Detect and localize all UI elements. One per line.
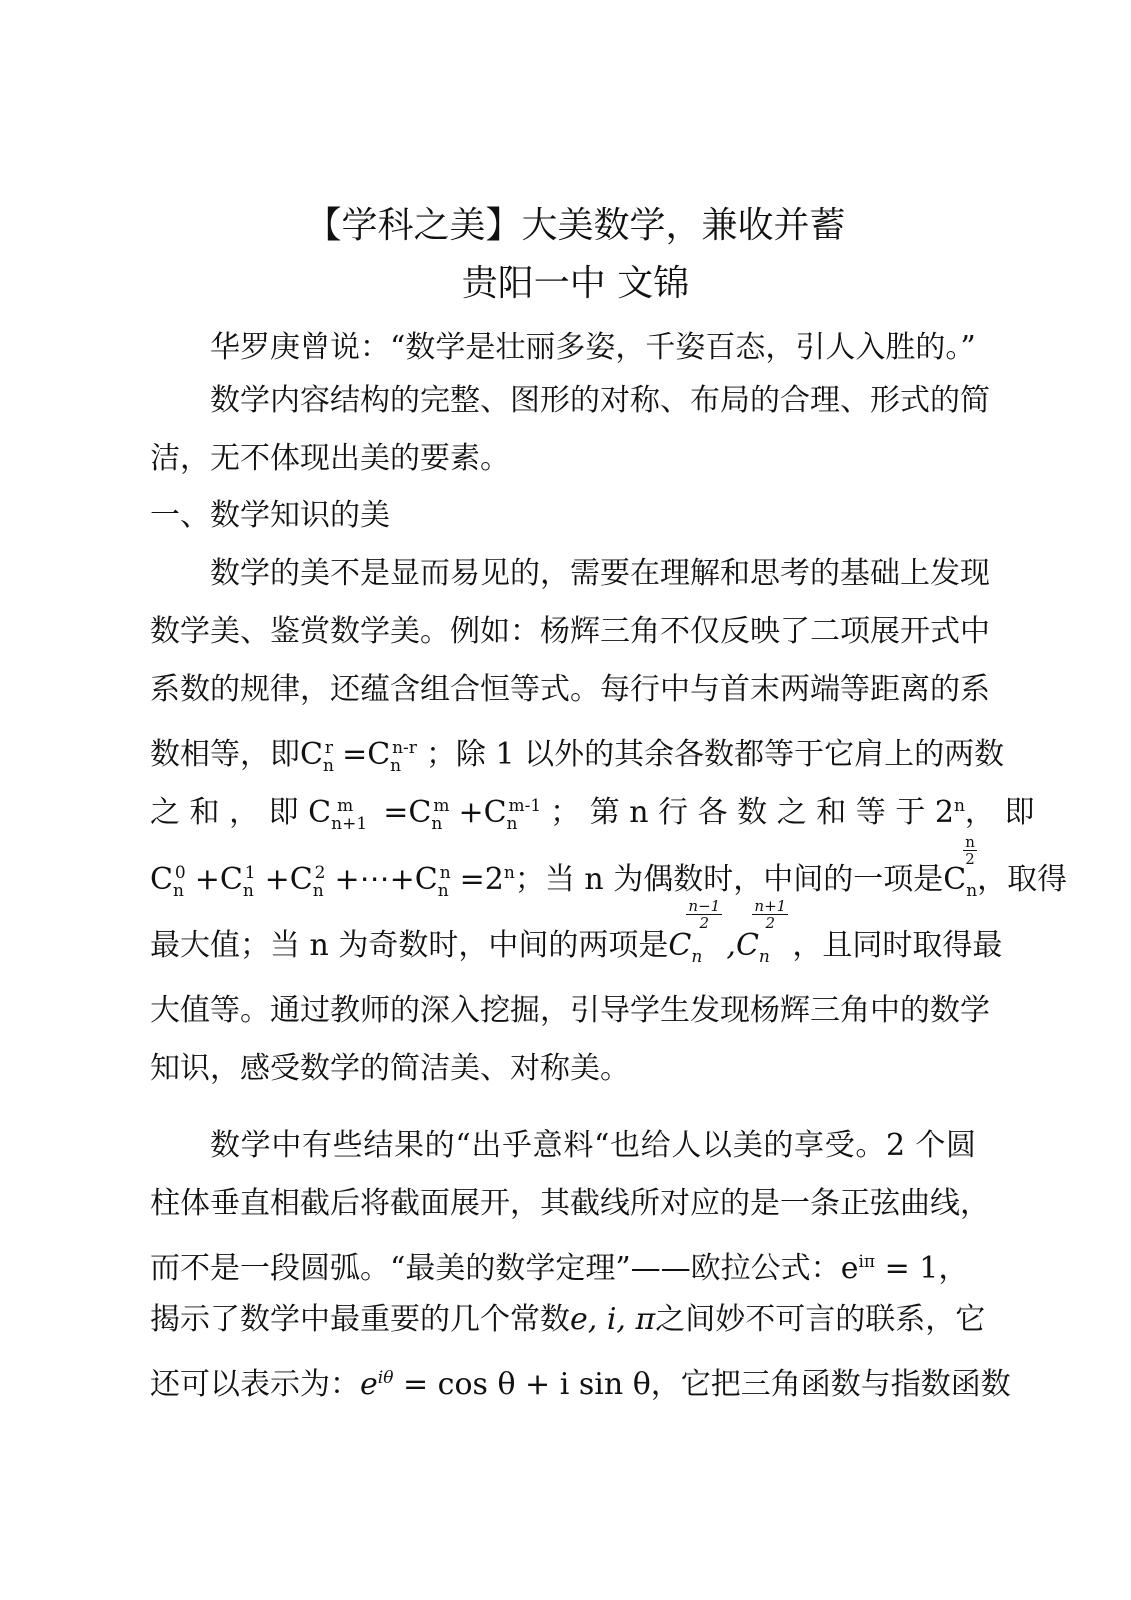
text-segment: 最大值；当 n 为奇数时，中间的两项是	[150, 928, 669, 963]
text-segment: ；当 n 为偶数时，中间的一项是	[514, 862, 944, 897]
paragraph-3-line-6	[150, 833, 1068, 911]
text-segment: 揭示了数学中最重要的几个常数	[150, 1302, 570, 1337]
article-title: 【学科之美】大美数学，兼收并蓄	[305, 205, 846, 246]
author-line: 贵阳一中 文锦	[461, 263, 690, 304]
paragraph-2-line-1: 数学内容结构的完整、图形的对称、布局的合理、形式的简	[210, 383, 990, 418]
euler-formula: $e^{i\theta} = \cos \theta + i$ sin θ	[360, 1367, 651, 1402]
paragraph-2-line-2: 洁，无不体现出美的要素。	[150, 441, 510, 476]
text-segment: ；除 1 以外的其余各数都等于它肩上的两数	[425, 737, 1005, 772]
text-segment: 还可以表示为：	[150, 1367, 360, 1402]
paragraph-4-line-2: 柱体垂直相截后将截面展开，其截线所对应的是一条正弦曲线，	[150, 1186, 990, 1221]
paragraph-3-line-2: 数学美、鉴赏数学美。例如：杨辉三角不仅反映了二项展开式中	[150, 614, 990, 649]
text-segment: 而不是一段圆弧。“最美的数学定理”——欧拉公式：	[150, 1251, 841, 1286]
paragraph-3-line-9: 知识，感受数学的简洁美、对称美。	[150, 1051, 630, 1086]
paragraph-3-line-1: 数学的美不是显而易见的，需要在理解和思考的基础上发现	[210, 556, 990, 591]
text-segment: ，且同时取得最	[792, 928, 1003, 963]
paragraph-3-line-8: 大值等。通过教师的深入挖掘，引导学生发现杨辉三角中的数学	[150, 993, 990, 1028]
middle-term-odd-formula-2: $,C_n$ $\frac{n+1}{2}$	[726, 897, 787, 967]
text-segment: 数相等，即	[150, 737, 300, 772]
middle-term-even-formula: $C_n$ $\frac{n}{2}$	[943, 833, 978, 901]
exponent-n: n	[953, 796, 965, 816]
section-heading: 一、数学知识的美	[150, 498, 390, 533]
paragraph-3-line-7	[150, 897, 1003, 977]
paragraph-3-line-5	[150, 786, 1034, 844]
combination-symmetry-formula: $C_n^r =C_n^{n-r}$	[300, 737, 417, 776]
middle-term-odd-formula-1: $C_n$ $\frac{n-1}{2}$	[668, 897, 721, 967]
paragraph-4-line-4	[150, 1300, 985, 1340]
text-segment: 之间妙不可言的联系，它	[655, 1302, 986, 1337]
text-segment: ； 第 n 行 各 数 之 和 等 于 2	[550, 795, 954, 830]
binomial-sum-formula: $C_n^0 +C_n^1 +C_n^2$ $+\cdots+C_n^n =2^n$	[150, 862, 515, 901]
euler-identity: $e^{i\pi} = 1$，	[840, 1251, 969, 1286]
text-segment: 之 和 ， 即	[150, 795, 299, 830]
text-segment: ，它把三角函数与指数函数	[650, 1367, 1011, 1402]
constants-list: e, i, π	[570, 1302, 656, 1337]
paragraph-3-line-3: 系数的规律，还蕴含组合恒等式。每行中与首末两端等距离的系	[150, 672, 990, 707]
pascal-rule-formula: $C_{n+1}^m =C_n^m +C_n^{m-1}$	[308, 795, 542, 834]
text-segment: ， 即	[964, 795, 1035, 830]
paragraph-4-line-3	[150, 1242, 968, 1289]
paragraph-4-line-1: 数学中有些结果的“出乎意料“也给人以美的享受。2 个圆	[210, 1128, 976, 1163]
paragraph-quote: 华罗庚曾说：“数学是壮丽多姿，千姿百态，引人入胜的。”	[210, 330, 976, 365]
paragraph-3-line-4	[150, 728, 1004, 786]
paragraph-4-line-5	[150, 1358, 1011, 1405]
text-segment: ，取得	[977, 862, 1068, 897]
